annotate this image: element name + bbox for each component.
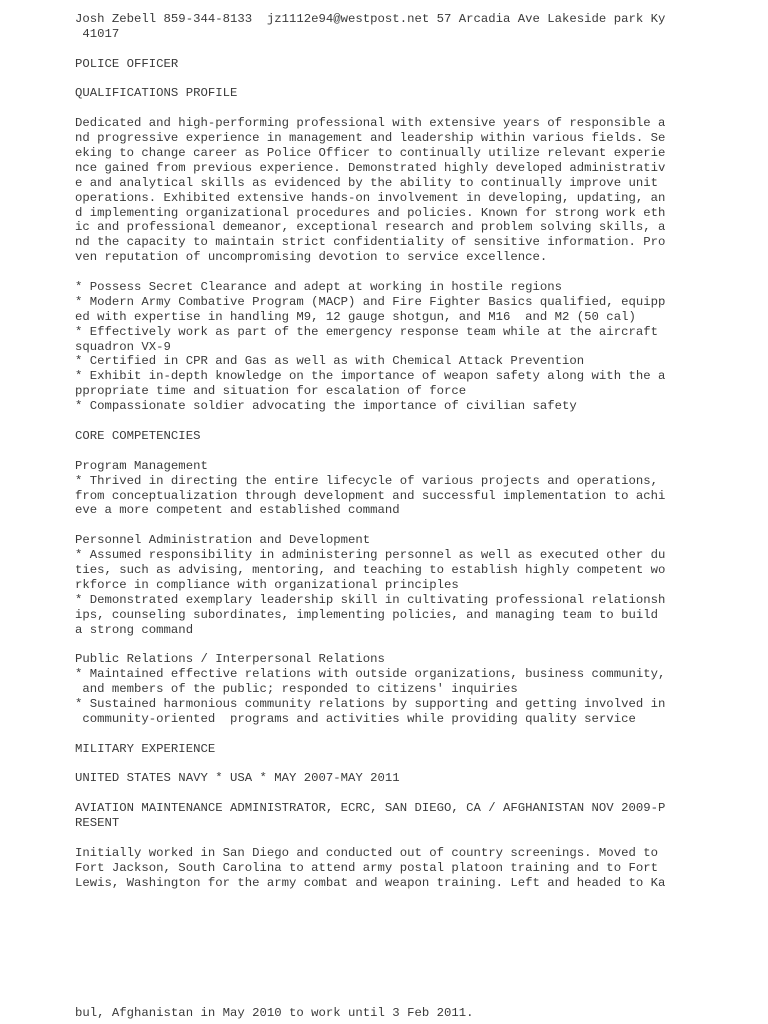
bullet-line: * Modern Army Combative Program (MACP) and Fire Fighter Basics qualified, equipp xyxy=(75,294,666,309)
paragraph-line: ven reputation of uncompromising devotion to service excellence. xyxy=(75,250,548,265)
competency-public-relations xyxy=(75,652,695,726)
military-heading: MILITARY EXPERIENCE xyxy=(75,741,216,756)
bullet-line: * Exhibit in-depth knowledge on the importance of weapon safety along with the a xyxy=(75,369,666,384)
paragraph-line: Dedicated and high-performing professional with extensive years of responsible a xyxy=(75,116,666,131)
military-description xyxy=(75,846,695,891)
competency-line: eve a more competent and established command xyxy=(75,503,400,518)
competency-line: * Assumed responsibility in administering personnel as well as executed other du xyxy=(75,548,666,563)
objective-title: POLICE OFFICER xyxy=(75,56,179,71)
competency-line: from conceptualization through development and successful implementation to achi xyxy=(75,488,666,503)
bullet-line: ppropriate time and situation for escalation of force xyxy=(75,384,467,399)
competency-line: rkforce in compliance with organizational principles xyxy=(75,577,459,592)
bullet-line: * Compassionate soldier advocating the importance of civilian safety xyxy=(75,399,577,414)
military-role xyxy=(75,801,695,831)
competency-title: Program Management xyxy=(75,458,208,473)
resume-body xyxy=(75,12,695,891)
description-line: Initially worked in San Diego and conducted out of country screenings. Moved to xyxy=(75,845,658,860)
description-line: Fort Jackson, South Carolina to attend army postal platoon training and to Fort xyxy=(75,860,658,875)
paragraph-line: operations. Exhibited extensive hands-on involvement in developing, updating, an xyxy=(75,190,666,205)
qualifications-paragraph xyxy=(75,116,695,265)
paragraph-line: ic and professional demeanor, exceptional research and problem solving skills, a xyxy=(75,220,666,235)
competency-line: * Thrived in directing the entire lifecycle of various projects and operations, xyxy=(75,473,658,488)
competency-personnel xyxy=(75,533,695,637)
bullet-line: squadron VX-9 xyxy=(75,339,171,354)
competency-title: Personnel Administration and Development xyxy=(75,533,371,548)
competency-line: * Maintained effective relations with outside organizations, business community, xyxy=(75,667,666,682)
competency-line: * Demonstrated exemplary leadership skill in cultivating professional relationsh xyxy=(75,592,666,607)
military-branch: UNITED STATES NAVY * USA * MAY 2007-MAY 2011 xyxy=(75,771,400,786)
paragraph-line: e and analytical skills as evidenced by the ability to continually improve unit xyxy=(75,175,658,190)
description-continuation: bul, Afghanistan in May 2010 to work until 3 Feb 2011. xyxy=(75,1006,474,1020)
role-line: RESENT xyxy=(75,816,120,831)
role-line: AVIATION MAINTENANCE ADMINISTRATOR, ECRC, SAN DIEGO, CA / AFGHANISTAN NOV 2009-P xyxy=(75,801,666,816)
paragraph-line: eking to change career as Police Officer to continually utilize relevant experie xyxy=(75,146,666,161)
bullet-line: * Certified in CPR and Gas as well as with Chemical Attack Prevention xyxy=(75,354,585,369)
competency-line: community-oriented programs and activities while providing quality service xyxy=(75,711,636,726)
paragraph-line: nd progressive experience in management and leadership within various fields. Se xyxy=(75,131,666,146)
qualifications-heading: QUALIFICATIONS PROFILE xyxy=(75,86,238,101)
competency-line: and members of the public; responded to citizens' inquiries xyxy=(75,682,518,697)
description-line: Lewis, Washington for the army combat and weapon training. Left and headed to Ka xyxy=(75,875,666,890)
paragraph-line: nce gained from previous experience. Demonstrated highly developed administrativ xyxy=(75,160,666,175)
competency-line: ips, counseling subordinates, implementing policies, and managing team to build xyxy=(75,607,658,622)
paragraph-line: d implementing organizational procedures and policies. Known for strong work eth xyxy=(75,205,666,220)
competency-line: ties, such as advising, mentoring, and teaching to establish highly competent wo xyxy=(75,562,666,577)
paragraph-line: nd the capacity to maintain strict confidentiality of sensitive information. Pro xyxy=(75,235,666,250)
competencies-heading: CORE COMPETENCIES xyxy=(75,428,201,443)
bullet-line: * Effectively work as part of the emergency response team while at the aircraft xyxy=(75,324,658,339)
bullet-line: ed with expertise in handling M9, 12 gauge shotgun, and M16 and M2 (50 cal) xyxy=(75,309,636,324)
competency-line: a strong command xyxy=(75,622,194,637)
qualifications-bullets xyxy=(75,280,695,414)
bullet-line: * Possess Secret Clearance and adept at working in hostile regions xyxy=(75,280,563,295)
contact-line-zip: 41017 xyxy=(75,26,120,41)
competency-line: * Sustained harmonious community relations by supporting and getting involved in xyxy=(75,696,666,711)
contact-line: Josh Zebell 859-344-8133 jz1112e94@westpost.net 57 Arcadia Ave Lakeside park Ky xyxy=(75,12,666,26)
competency-program-management xyxy=(75,459,695,519)
competency-title: Public Relations / Interpersonal Relations xyxy=(75,652,385,667)
